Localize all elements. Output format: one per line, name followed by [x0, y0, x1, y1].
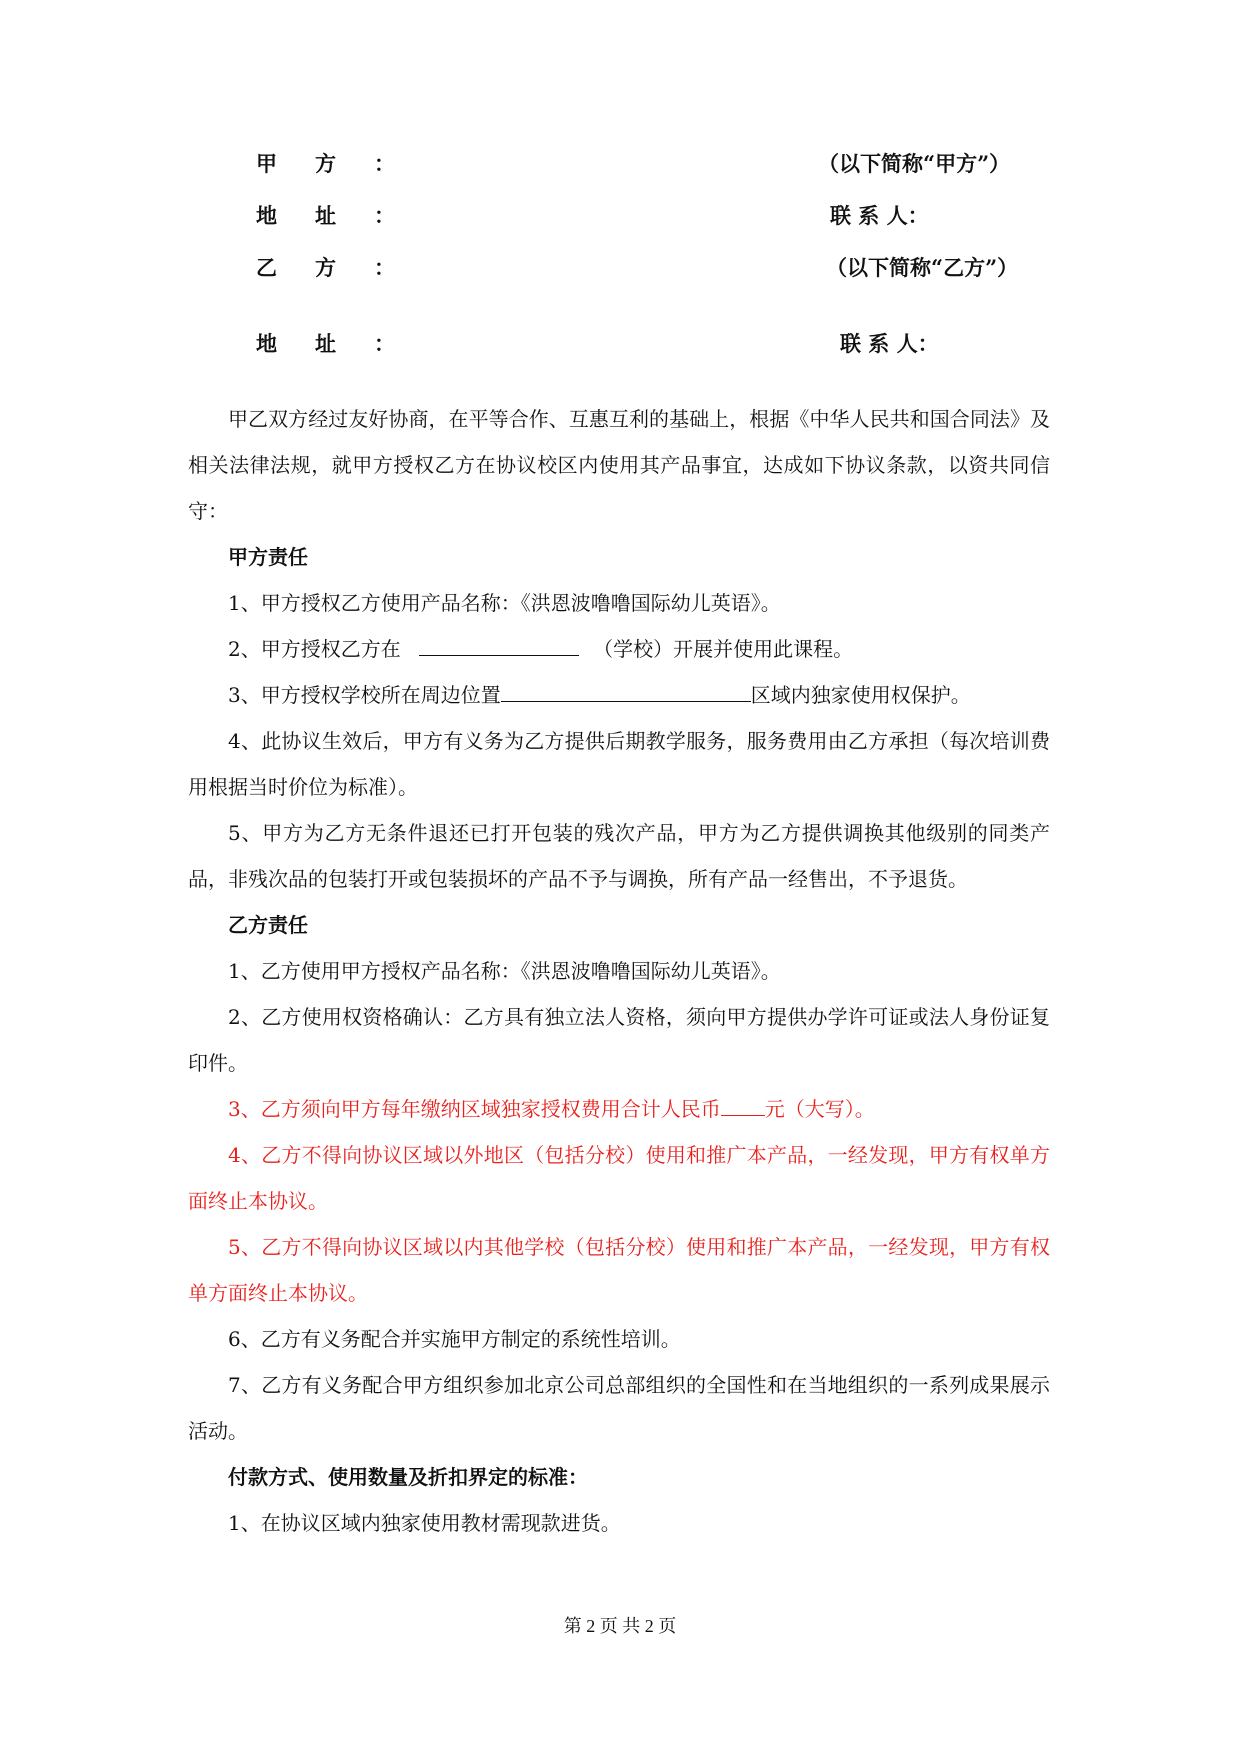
page-footer: 第 2 页 共 2 页: [563, 1616, 677, 1636]
section-a-title: 甲方责任: [228, 545, 308, 569]
section-a-item-1: 1、甲方授权乙方使用产品名称：《洪恩波噜噜国际幼儿英语》。: [228, 591, 781, 615]
party-b-label: [256, 252, 433, 282]
party-a-address-label-text: 地址：: [256, 203, 433, 228]
section-a-item-3-pre: 3、甲方授权学校所在周边位置: [228, 683, 501, 707]
section-c-item-1: 1、在协议区域内独家使用教材需现款进货。: [228, 1511, 621, 1535]
section-c-title: 付款方式、使用数量及折扣界定的标准：: [228, 1465, 588, 1489]
section-a-item-2: [188, 626, 1050, 672]
party-a-contact-label: 联 系 人：: [830, 203, 929, 228]
section-b-item-4: 4、乙方不得向协议区域以外地区（包括分校）使用和推广本产品，一经发现，甲方有权单方面终止本协议。: [188, 1143, 1050, 1213]
party-b-address-label: [256, 328, 433, 358]
party-a-address-label: [256, 200, 433, 230]
section-b-item-1: 1、乙方使用甲方授权产品名称：《洪恩波噜噜国际幼儿英语》。: [228, 959, 781, 983]
section-b-item-3-post: 元（大写）。: [764, 1097, 875, 1121]
party-a-label-text: 甲方：: [256, 151, 433, 176]
section-a-item-5: 5、甲方为乙方无条件退还已打开包装的残次产品，甲方为乙方提供调换其他级别的同类产品，非残次品的包装打开或包装损坏的产品不予与调换，所有产品一经售出，不予退货。: [188, 821, 1050, 891]
party-b-contact-label: 联 系 人：: [840, 331, 939, 356]
party-a-label: [256, 148, 433, 178]
section-b-item-5: 5、乙方不得向协议区域以内其他学校（包括分校）使用和推广本产品，一经发现，甲方有权单方面终止本协议。: [188, 1235, 1050, 1305]
section-a-item-2-post: （学校）开展并使用此课程。: [593, 637, 854, 661]
fee-amount-blank[interactable]: [721, 1094, 765, 1116]
section-b-item-3: [188, 1086, 1050, 1132]
intro-paragraph: 甲乙双方经过友好协商，在平等合作、互惠互利的基础上，根据《中华人民共和国合同法》及相关法律法规，就甲方授权乙方在协议校区内使用其产品事宜，达成如下协议条款，以资共同信守：: [188, 407, 1050, 523]
party-a-note: （以下简称“甲方”）: [818, 151, 1011, 176]
section-b-item-3-pre: 3、乙方须向甲方每年缴纳区域独家授权费用合计人民币: [228, 1097, 721, 1121]
party-b-address-label-text: 地址：: [256, 331, 433, 356]
section-a-item-2-pre: 2、甲方授权乙方在: [228, 637, 401, 661]
region-blank[interactable]: [501, 680, 751, 702]
section-b-item-7: 7、乙方有义务配合甲方组织参加北京公司总部组织的全国性和在当地组织的一系列成果展示活动。: [188, 1373, 1050, 1443]
school-name-blank[interactable]: [419, 634, 579, 656]
party-b-note: （以下简称“乙方”）: [826, 255, 1019, 280]
section-a-item-4: 4、此协议生效后，甲方有义务为乙方提供后期教学服务，服务费用由乙方承担（每次培训费用根据当时价位为标准）。: [188, 729, 1050, 799]
section-a-item-3-post: 区域内独家使用权保护。: [750, 683, 971, 707]
section-b-item-6: 6、乙方有义务配合并实施甲方制定的系统性培训。: [228, 1327, 681, 1351]
section-b-title: 乙方责任: [228, 913, 308, 937]
section-a-item-3: [188, 672, 1050, 718]
party-b-label-text: 乙方：: [256, 255, 433, 280]
agreement-body: [188, 396, 1050, 1546]
section-b-item-2: 2、乙方使用权资格确认：乙方具有独立法人资格，须向甲方提供办学许可证或法人身份证复印件。: [188, 1005, 1050, 1075]
